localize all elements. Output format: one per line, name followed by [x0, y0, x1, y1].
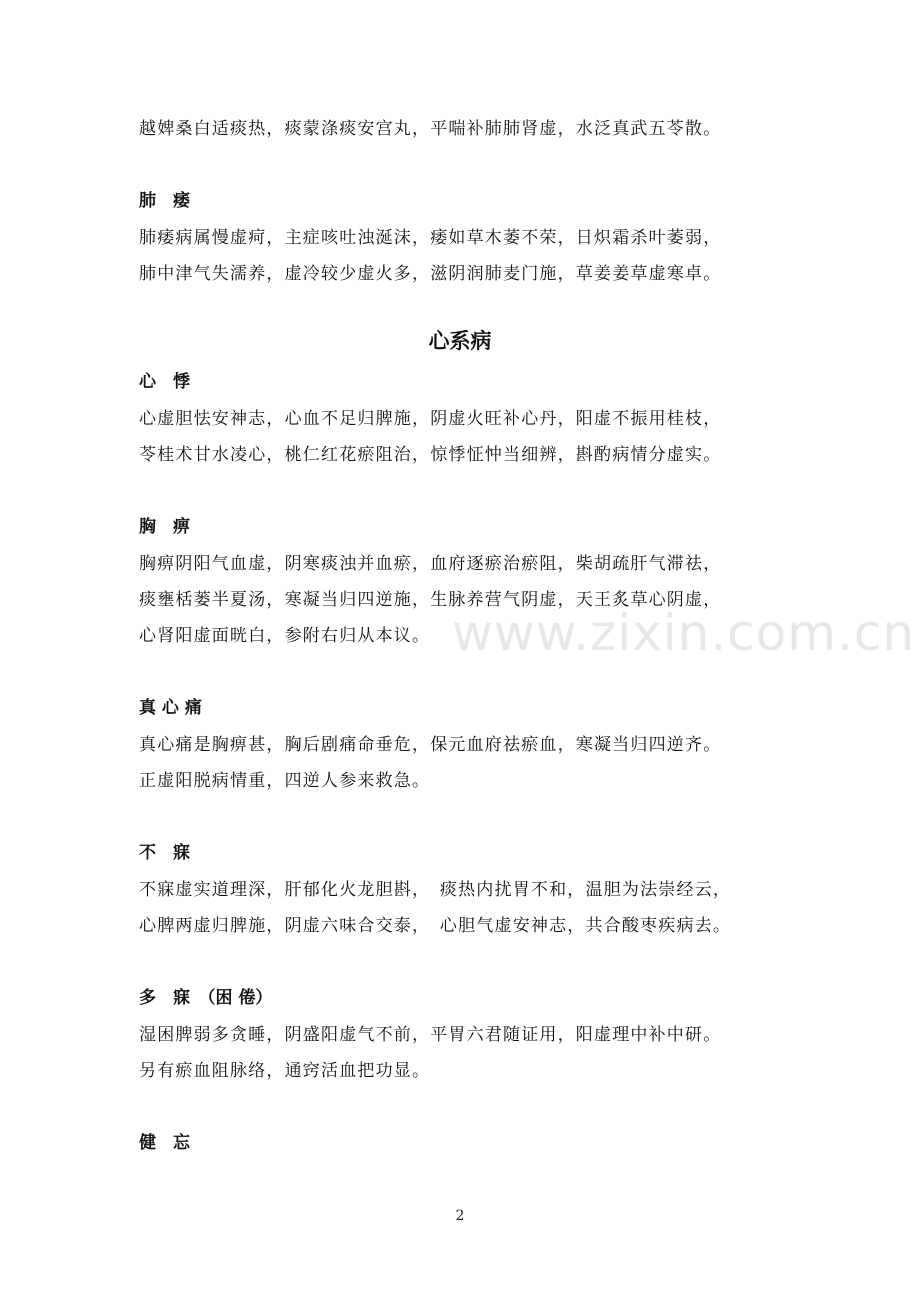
- verse-line: 肺痿病属慢虚疴，主症咳吐浊涎沫，痿如草木萎不荣，日炽霜杀叶萎弱，: [139, 228, 722, 248]
- verse-line: 真心痛是胸痹甚，胸后剧痛命垂危，保元血府祛瘀血，寒凝当归四逆齐。: [139, 735, 722, 755]
- verse-line: 痰壅栝蒌半夏汤，寒凝当归四逆施，生脉养营气阴虚，天王炙草心阴虚，: [139, 590, 722, 610]
- subsection-heading-feiwei: 肺 痿: [139, 191, 190, 211]
- verse-line: 越婢桑白适痰热，痰蒙涤痰安宫丸，平喘补肺肺肾虚，水泛真武五苓散。: [139, 119, 722, 139]
- watermark: www.zixin.com.cn: [452, 604, 916, 662]
- verse-line: 心脾两虚归脾施，阴虚六味合交泰， 心胆气虚安神志，共合酸枣疾病去。: [139, 916, 732, 936]
- verse-line: 另有瘀血阻脉络，通窍活血把功显。: [139, 1061, 431, 1081]
- verse-line: 心虚胆怯安神志，心血不足归脾施，阴虚火旺补心丹，阳虚不振用桂枝，: [139, 409, 722, 429]
- verse-line: 胸痹阴阳气血虚，阴寒痰浊并血瘀，血府逐瘀治瘀阻，柴胡疏肝气滞祛，: [139, 554, 722, 574]
- subsection-heading-jianwang: 健 忘: [139, 1133, 190, 1153]
- subsection-heading-xinji: 心 悸: [139, 372, 190, 392]
- subsection-heading-zhenxintong: 真 心 痛: [139, 698, 202, 718]
- verse-line: 心肾阳虚面晄白，参附右归从本议。: [139, 626, 431, 646]
- verse-line: 苓桂术甘水凌心，桃仁红花瘀阻治，惊悸怔忡当细辨，斟酌病情分虚实。: [139, 445, 722, 465]
- verse-line: 正虚阳脱病情重，四逆人参来救急。: [139, 771, 431, 791]
- section-title: 心系病: [428, 329, 492, 353]
- subsection-heading-bumei: 不 寐: [139, 843, 190, 863]
- subsection-heading-duomei: 多 寐 （困 倦）: [139, 988, 273, 1008]
- page-number: 2: [455, 1208, 465, 1224]
- subsection-heading-xiongbi: 胸 痹: [139, 517, 190, 537]
- verse-line: 肺中津气失濡养，虚冷较少虚火多，滋阴润肺麦门施，草姜姜草虚寒卓。: [139, 264, 722, 284]
- verse-line: 不寐虚实道理深，肝郁化火龙胆斟， 痰热内扰胃不和，温胆为法崇经云，: [139, 880, 732, 900]
- verse-line: 湿困脾弱多贪睡，阴盛阳虚气不前，平胃六君随证用，阳虚理中补中研。: [139, 1025, 722, 1045]
